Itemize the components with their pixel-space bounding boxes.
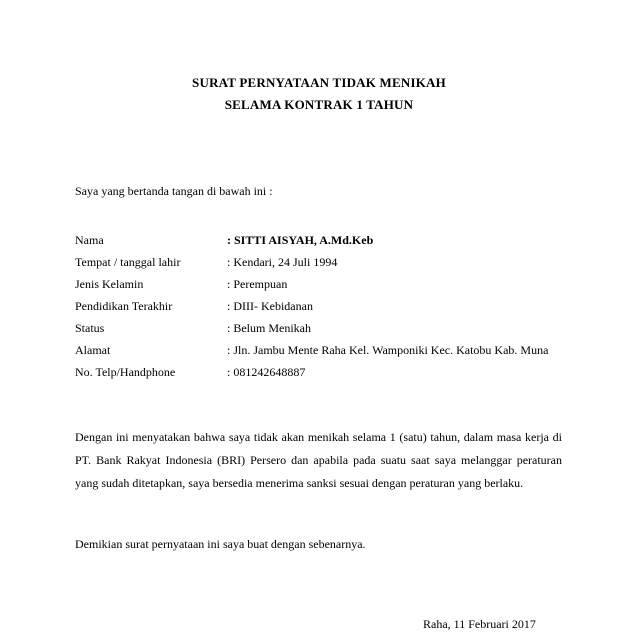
field-value-birth: : Kendari, 24 Juli 1994 [227, 255, 338, 269]
intro-text: Saya yang bertanda tangan di bawah ini : [75, 184, 273, 198]
field-value-gender: : Perempuan [227, 277, 288, 291]
field-value-education: : DIII- Kebidanan [227, 299, 313, 313]
document-title: SURAT PERNYATAAN TIDAK MENIKAH [192, 75, 446, 90]
field-row-address [75, 341, 575, 363]
field-value-status: : Belum Menikah [227, 321, 311, 335]
field-label-name: Nama [75, 233, 104, 247]
place-date: Raha, 11 Februari 2017 [423, 617, 536, 631]
field-label-education: Pendidikan Terakhir [75, 299, 173, 313]
statement-paragraph: Dengan ini menyatakan bahwa saya tidak akan menikah selama 1 (satu) tahun, dalam masa kerja di PT. Bank Rakyat Indonesia (BRI) Persero dan apabila pada suatu saat saya melanggar peraturan yang sudah ditetapkan, saya bersedia menerima sanksi sesuai dengan peraturan yang berlaku. [75, 430, 562, 490]
field-label-address: Alamat [75, 343, 111, 357]
field-value-address: : Jln. Jambu Mente Raha Kel. Wamponiki Kec. Katobu Kab. Muna [227, 343, 549, 357]
field-label-phone: No. Telp/Handphone [75, 365, 176, 379]
field-label-status: Status [75, 321, 105, 335]
field-row-name [75, 231, 575, 253]
field-row-status [75, 319, 575, 341]
field-row-education [75, 297, 575, 319]
identity-fields [75, 231, 575, 385]
field-value-name: : SITTI AISYAH, A.Md.Keb [227, 233, 374, 247]
field-row-birth [75, 253, 575, 275]
document-subtitle: SELAMA KONTRAK 1 TAHUN [224, 97, 414, 112]
closing-paragraph: Demikian surat pernyataan ini saya buat dengan sebenarnya. [75, 537, 366, 551]
field-label-gender: Jenis Kelamin [75, 277, 144, 291]
field-row-phone [75, 363, 575, 385]
field-label-birth: Tempat / tanggal lahir [75, 255, 181, 269]
field-row-gender [75, 275, 575, 297]
field-value-phone: : 081242648887 [227, 365, 306, 379]
